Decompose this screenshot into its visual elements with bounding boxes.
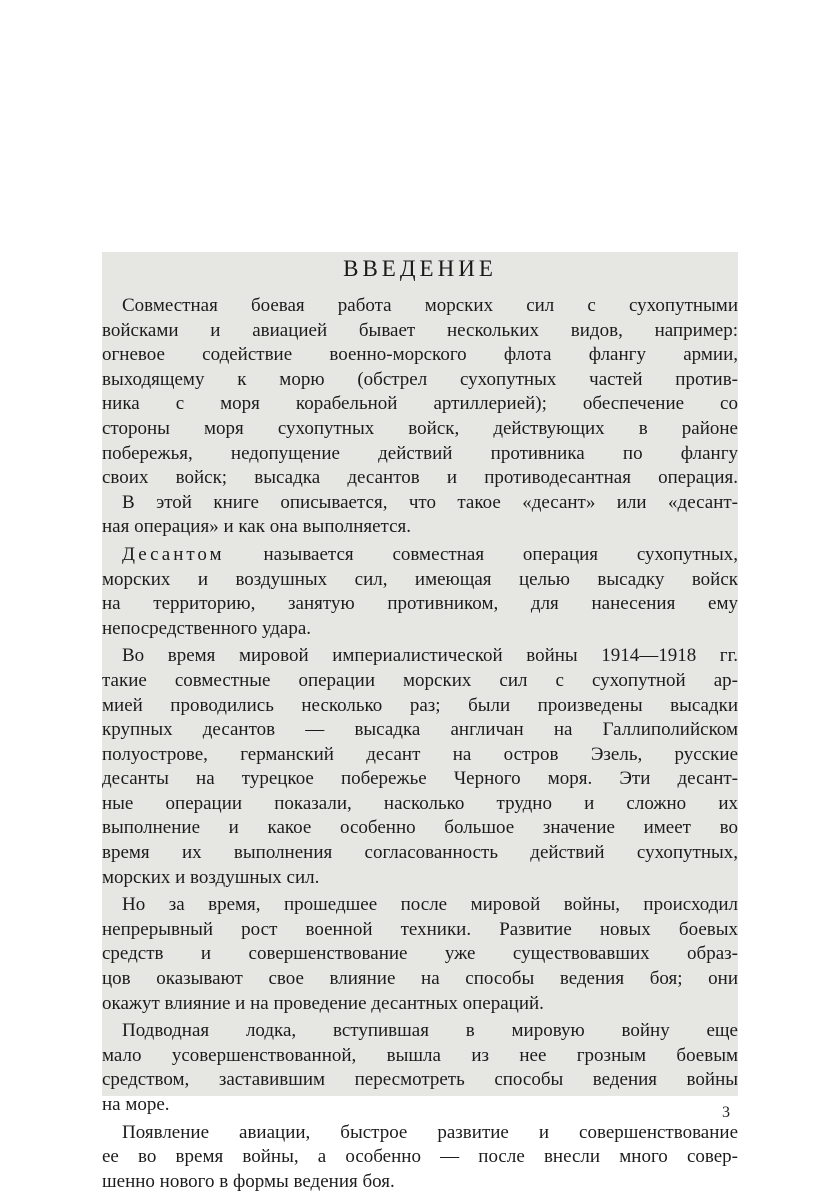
- chapter-heading: ВВЕДЕНИЕ: [343, 256, 497, 281]
- text-line: выполнение и какое особенно большое значение имеет во: [102, 817, 738, 839]
- text-line: войсками и авиацией бывает нескольких видов, например:: [102, 319, 738, 341]
- text-line: цов оказывают свое влияние на способы ведения боя; они: [102, 968, 738, 990]
- text-line: мией проводились несколько раз; были произведены высадки: [102, 694, 738, 716]
- emphasized-term: Десантом: [122, 543, 225, 565]
- text-line: мало усовершенствованной, вышла из нее грозным боевым: [102, 1044, 738, 1066]
- text-line: побережья, недопущение действий противника по флангу: [102, 442, 738, 464]
- text-line: своих войск; высадка десантов и противодесантная операция.: [102, 467, 738, 489]
- text-line: морских и воздушных сил.: [102, 866, 320, 888]
- text-line: Появление авиации, быстрое развитие и совершенствование: [122, 1121, 738, 1143]
- text-line: ника с моря корабельной артиллерией); обеспечение со: [102, 393, 738, 415]
- text-line: выходящему к морю (обстрел сухопутных частей против-: [102, 368, 738, 390]
- text-line: средством, заставившим пересмотреть способы ведения войны: [102, 1069, 738, 1091]
- text-line: Совместная боевая работа морских сил с сухопутными: [122, 295, 738, 316]
- text-line: ная операция» и как она выполняется.: [102, 516, 412, 538]
- body-text: [102, 294, 738, 1194]
- text-fragment: называется совместная операция сухопутных,: [224, 543, 738, 565]
- text-line: В этой книге описывается, что такое «десант» или «десант-: [122, 491, 738, 513]
- text-line: на территорию, занятую противником, для нанесения ему: [102, 593, 738, 615]
- text-line: непрерывный рост военной техники. Развитие новых боевых: [102, 918, 738, 940]
- text-line: средств и совершенствование уже существовавших образ-: [102, 943, 738, 965]
- text-line: огневое содействие военно-морского флота флангу армии,: [102, 344, 738, 366]
- text-line: десанты на турецкое побережье Черного моря. Эти десант-: [102, 768, 738, 790]
- text-line: ее во время войны, а особенно — после внесли много совер-: [102, 1146, 738, 1168]
- text-line: такие совместные операции морских сил с сухопутной ар-: [102, 669, 738, 691]
- text-line: Подводная лодка, вступившая в мировую войну еще: [122, 1020, 738, 1042]
- text-line: Во время мировой империалистической войны 1914—1918 гг.: [122, 645, 738, 667]
- text-line: стороны моря сухопутных войск, действующих в районе: [102, 417, 738, 439]
- scanned-page: [102, 252, 738, 1192]
- text-line: крупных десантов — высадка англичан на Галлиполийском: [102, 719, 738, 741]
- text-line: непосредственного удара.: [102, 617, 312, 639]
- text-line: полуострове, германский десант на остров Эзель, русские: [102, 743, 738, 765]
- text-line: окажут влияние и на проведение десантных операций.: [102, 992, 544, 1014]
- text-line: морских и воздушных сил, имеющая целью высадку войск: [102, 568, 738, 590]
- text-line: ные операции показали, насколько трудно и сложно их: [102, 792, 738, 814]
- text-line: на море.: [102, 1094, 170, 1115]
- text-line: время их выполнения согласованность действий сухопутных,: [102, 842, 738, 864]
- text-line: [102, 543, 738, 568]
- text-line: Но за время, прошедшее после мировой войны, происходил: [122, 894, 738, 916]
- page-number: 3: [722, 1104, 730, 1121]
- text-line: шенно нового в формы ведения боя.: [102, 1170, 395, 1192]
